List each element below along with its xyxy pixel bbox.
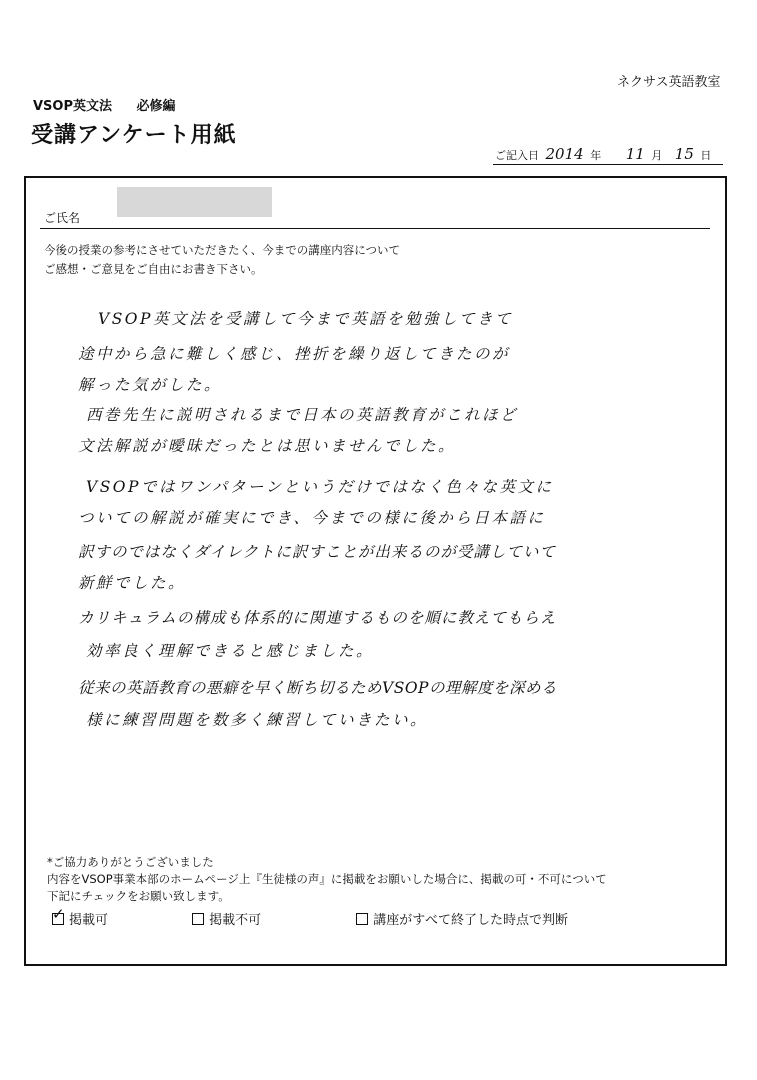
course-header: [33, 95, 176, 114]
date-month: 11: [625, 145, 645, 163]
date-year: 2014: [545, 145, 584, 163]
instruction-line: 今後の授業の参考にさせていただきたく、今までの講座内容について: [44, 243, 401, 257]
instruction-line: ご感想・ご意見をご自由にお書き下さい。: [44, 262, 263, 276]
date-day-unit: 日: [700, 149, 712, 162]
option-decide-later[interactable]: 講座がすべて終了した時点で判断: [356, 909, 568, 928]
checkbox-publish[interactable]: [52, 913, 64, 925]
checkbox-decide-later[interactable]: [356, 913, 368, 925]
survey-frame: [24, 176, 727, 966]
option-publish[interactable]: ✓掲載可: [52, 909, 188, 928]
date-row: [495, 145, 711, 163]
date-month-unit: 月: [651, 149, 663, 162]
course-name: VSOP英文法: [33, 99, 113, 114]
thanks-line: 内容をVSOP事業本部のホームページ上『生徒様の声』に掲載をお願いした場合に、掲載の可・不可について: [47, 872, 607, 886]
date-day: 15: [674, 145, 694, 163]
redacted-name: [117, 187, 272, 217]
date-year-unit: 年: [590, 149, 602, 162]
thanks-line: 下記にチェックをお願い致します。: [47, 889, 230, 903]
thanks-line: *ご協力ありがとうございました: [47, 855, 214, 869]
date-underline: [493, 164, 723, 165]
instructions: [44, 241, 400, 279]
option-no-publish[interactable]: 掲載不可: [192, 909, 352, 928]
course-level: 必修編: [136, 99, 176, 114]
thanks-note: [47, 854, 607, 905]
name-label: ご氏名: [44, 211, 81, 225]
organization-name: ネクサス英語教室: [617, 75, 721, 90]
publication-options: [52, 909, 568, 928]
name-underline: [40, 228, 710, 229]
date-label: ご記入日: [495, 149, 539, 162]
checkbox-no-publish[interactable]: [192, 913, 204, 925]
page-title: 受講アンケート用紙: [31, 123, 237, 148]
